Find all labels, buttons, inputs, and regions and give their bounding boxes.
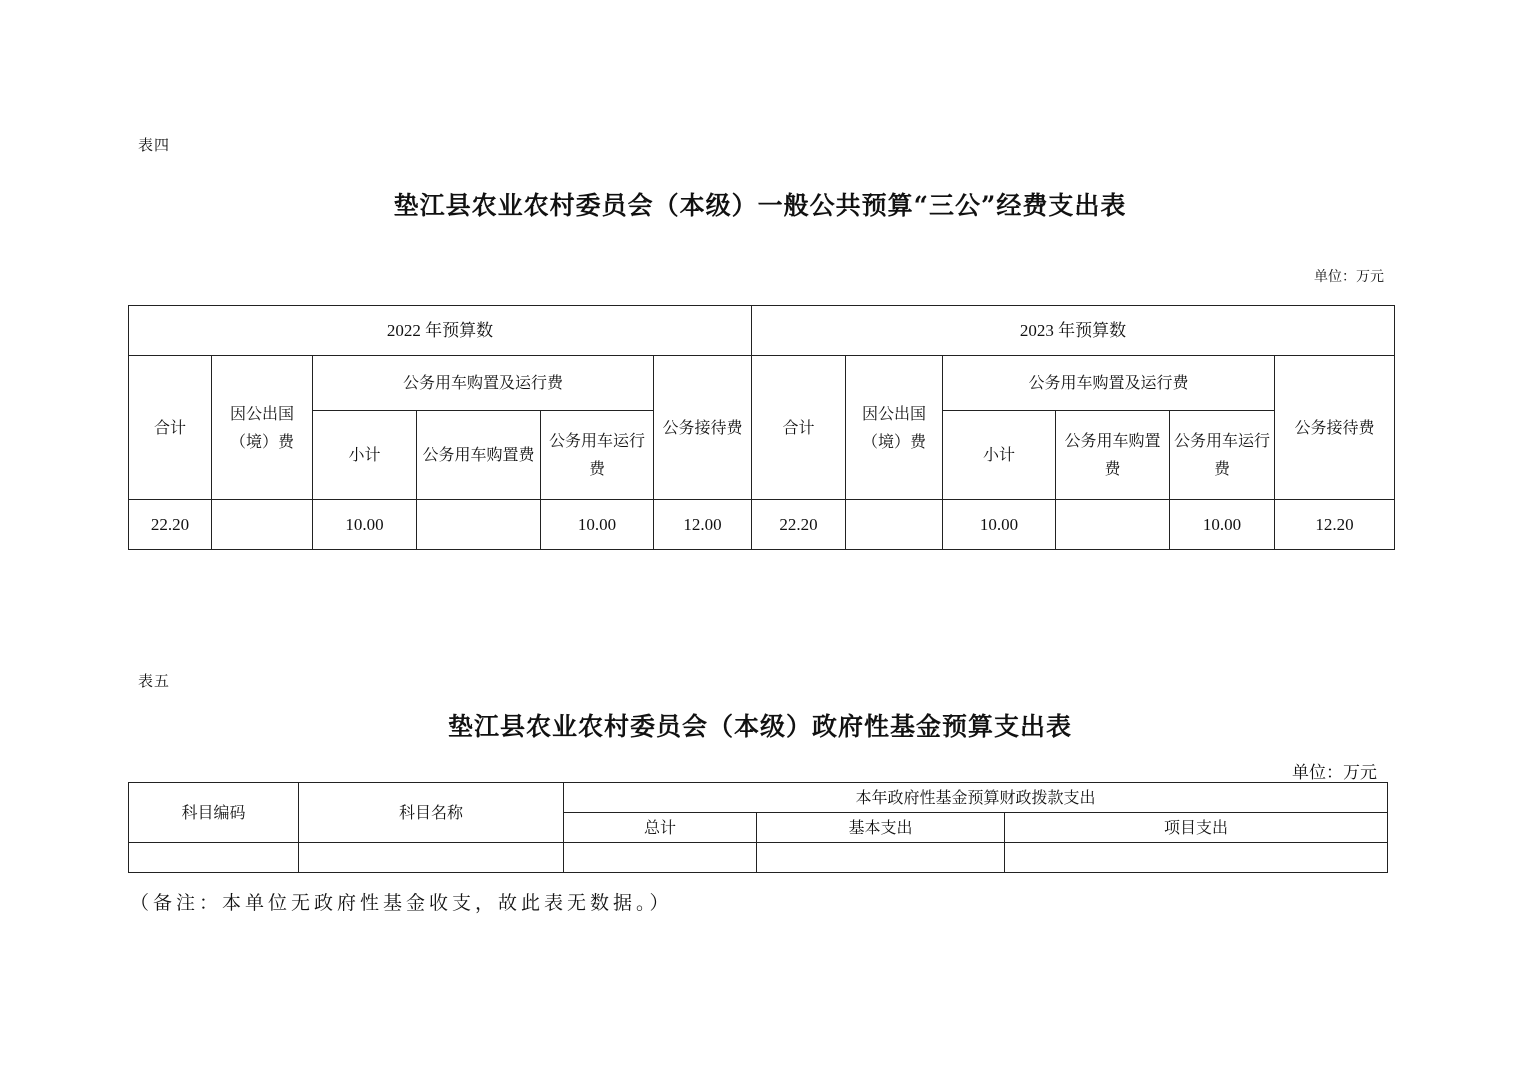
run-header-2022: 公务用车运行费 — [541, 411, 654, 500]
purchase-2023-cell — [1056, 500, 1170, 550]
purchase-header-2023: 公务用车购置费 — [1056, 411, 1170, 500]
table4-label: 表四 — [138, 136, 171, 154]
reception-header-2023: 公务接待费 — [1275, 356, 1395, 500]
abroad-2023-cell — [846, 500, 943, 550]
vehicle-header-2023: 公务用车购置及运行费 — [943, 356, 1275, 411]
table-row — [129, 500, 1395, 550]
empty-cell — [757, 843, 1005, 873]
reception-header-2022: 公务接待费 — [654, 356, 752, 500]
subtotal-2023-cell: 10.00 — [943, 500, 1056, 550]
table4-title: 垫江县农业农村委员会（本级）一般公共预算“三公”经费支出表 — [393, 191, 1127, 220]
header-row-1 — [129, 356, 1395, 411]
abroad-header-2023: 因公出国（境）费 — [846, 356, 943, 500]
year-2023-header: 2023 年预算数 — [752, 306, 1395, 356]
subtotal-header-2022: 小计 — [313, 411, 417, 500]
total-2022-cell: 22.20 — [129, 500, 212, 550]
reception-2022-cell: 12.00 — [654, 500, 752, 550]
total-2023-cell: 22.20 — [752, 500, 846, 550]
subtotal-header-2023: 小计 — [943, 411, 1056, 500]
total-header-2022: 合计 — [129, 356, 212, 500]
table4-unit: 单位：万元 — [1314, 269, 1384, 285]
fund-header-row-1 — [129, 783, 1388, 813]
purchase-2022-cell — [417, 500, 541, 550]
abroad-header-2022: 因公出国（境）费 — [212, 356, 313, 500]
vehicle-header-2022: 公务用车购置及运行费 — [313, 356, 654, 411]
purchase-header-2022: 公务用车购置费 — [417, 411, 541, 500]
table5-label: 表五 — [138, 672, 171, 690]
empty-cell — [1005, 843, 1388, 873]
fund-total-header: 总计 — [564, 813, 757, 843]
table5-unit: 单位：万元 — [1292, 763, 1377, 783]
run-header-2023: 公务用车运行费 — [1170, 411, 1275, 500]
subject-code-header: 科目编码 — [129, 783, 299, 843]
fund-basic-header: 基本支出 — [757, 813, 1005, 843]
three-public-expense-table — [128, 305, 1395, 550]
empty-cell — [299, 843, 564, 873]
run-2023-cell: 10.00 — [1170, 500, 1275, 550]
empty-cell — [564, 843, 757, 873]
table5-title: 垫江县农业农村委员会（本级）政府性基金预算支出表 — [447, 712, 1072, 741]
abroad-2022-cell — [212, 500, 313, 550]
empty-cell — [129, 843, 299, 873]
fund-project-header: 项目支出 — [1005, 813, 1388, 843]
year-2022-header: 2022 年预算数 — [129, 306, 752, 356]
fund-expense-header: 本年政府性基金预算财政拨款支出 — [564, 783, 1388, 813]
year-header-row — [129, 306, 1395, 356]
table-row — [129, 843, 1388, 873]
fund-note: （备注：本单位无政府性基金收支，故此表无数据。） — [130, 892, 673, 914]
reception-2023-cell: 12.20 — [1275, 500, 1395, 550]
subtotal-2022-cell: 10.00 — [313, 500, 417, 550]
government-fund-table — [128, 782, 1388, 873]
subject-name-header: 科目名称 — [299, 783, 564, 843]
total-header-2023: 合计 — [752, 356, 846, 500]
run-2022-cell: 10.00 — [541, 500, 654, 550]
